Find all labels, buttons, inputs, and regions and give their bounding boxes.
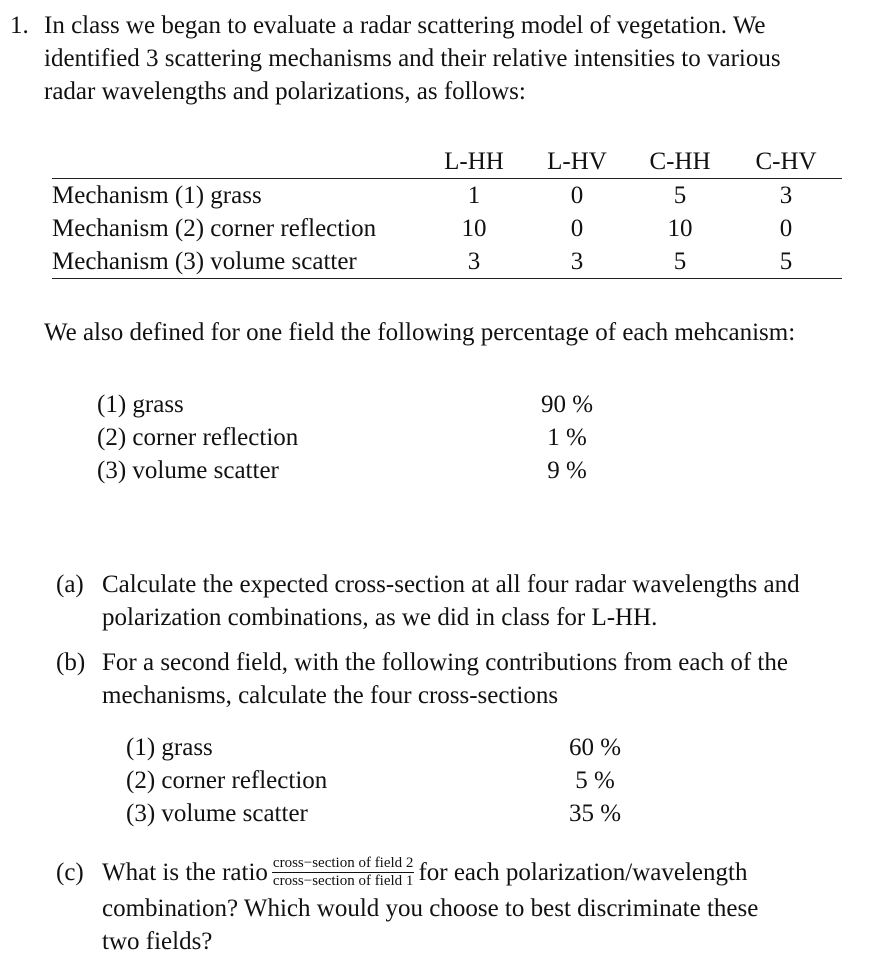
- mechanism-label: (3) volume scatter: [97, 457, 279, 484]
- mechanism-label: (1) grass: [97, 391, 184, 418]
- part-line: polarization combinations, as we did in class for L-HH.: [102, 604, 658, 631]
- table-cell: 5: [673, 182, 687, 209]
- column-header: C-HH: [630, 145, 730, 179]
- row-label: Mechanism (1) grass: [52, 182, 262, 209]
- table-cell: 3: [524, 245, 630, 279]
- ratio-suffix: for each polarization/wavelength: [418, 859, 748, 886]
- part-tag: (a): [56, 571, 84, 598]
- fraction-numerator: cross−section of field 2: [272, 854, 414, 871]
- percentage-value: 90 %: [540, 391, 594, 418]
- part-b: [56, 646, 856, 712]
- fraction-denominator: cross−section of field 1: [272, 872, 414, 889]
- part-tag: (b): [56, 649, 86, 676]
- mechanism-label: (2) corner reflection: [97, 424, 299, 451]
- table-cell: 5: [730, 245, 842, 279]
- table-cell: 0: [779, 215, 793, 242]
- percentage-value: 35 %: [568, 800, 622, 827]
- part-line: combination? Which would you choose to best discriminate these: [102, 894, 759, 922]
- mechanism-table: [52, 145, 842, 279]
- column-header: C-HV: [730, 145, 842, 179]
- table-cell: 0: [570, 182, 584, 209]
- table-row: [52, 179, 842, 213]
- row-label: Mechanism (3) volume scatter: [52, 245, 424, 279]
- part-text: [102, 568, 800, 634]
- intro-line: In class we began to evaluate a radar scattering model of vegetation. We: [44, 12, 766, 39]
- percentage-value: 5 %: [575, 767, 615, 794]
- percentage-value: 60 %: [568, 734, 622, 761]
- table-corner: [52, 145, 424, 179]
- part-line: two fields?: [102, 927, 213, 955]
- table-cell: 5: [630, 245, 730, 279]
- ratio-prefix: What is the ratio: [102, 859, 268, 886]
- part-a: [56, 568, 856, 634]
- part-text: [102, 856, 758, 958]
- part-line: mechanisms, calculate the four cross-sections: [102, 682, 559, 709]
- problem-number: 1.: [10, 12, 29, 39]
- column-header: L-HH: [424, 145, 524, 179]
- problem-intro: [44, 9, 859, 108]
- intro-line: identified 3 scattering mechanisms and their relative intensities to various: [44, 45, 781, 72]
- part-c: [56, 856, 866, 956]
- part-line: Calculate the expected cross-section at all four radar wavelengths and: [102, 571, 800, 598]
- field1-intro: We also defined for one field the following percentage of each mehcanism:: [44, 319, 796, 346]
- percentage-value: 9 %: [547, 457, 587, 484]
- part-text: [102, 646, 788, 712]
- table-cell: 3: [424, 245, 524, 279]
- mechanism-label: (2) corner reflection: [126, 767, 328, 794]
- row-label: Mechanism (2) corner reflection: [52, 215, 377, 242]
- part-line: [102, 856, 758, 892]
- part-line: For a second field, with the following contributions from each of the: [102, 649, 788, 676]
- percentage-value: 1 %: [547, 424, 587, 451]
- table-header-row: [52, 145, 842, 179]
- table-cell: 1: [467, 182, 481, 209]
- mechanism-label: (1) grass: [126, 734, 213, 761]
- table-row: [52, 212, 842, 245]
- table-cell: 10: [461, 215, 487, 242]
- part-tag: (c): [56, 859, 84, 886]
- table-cell: 3: [779, 182, 793, 209]
- table-cell: 0: [570, 215, 584, 242]
- mechanism-label: (3) volume scatter: [126, 800, 308, 827]
- table-row: [52, 245, 842, 279]
- table-cell: 10: [667, 215, 693, 242]
- column-header: L-HV: [524, 145, 630, 179]
- ratio-fraction: [272, 855, 415, 890]
- intro-line: radar wavelengths and polarizations, as follows:: [44, 78, 526, 105]
